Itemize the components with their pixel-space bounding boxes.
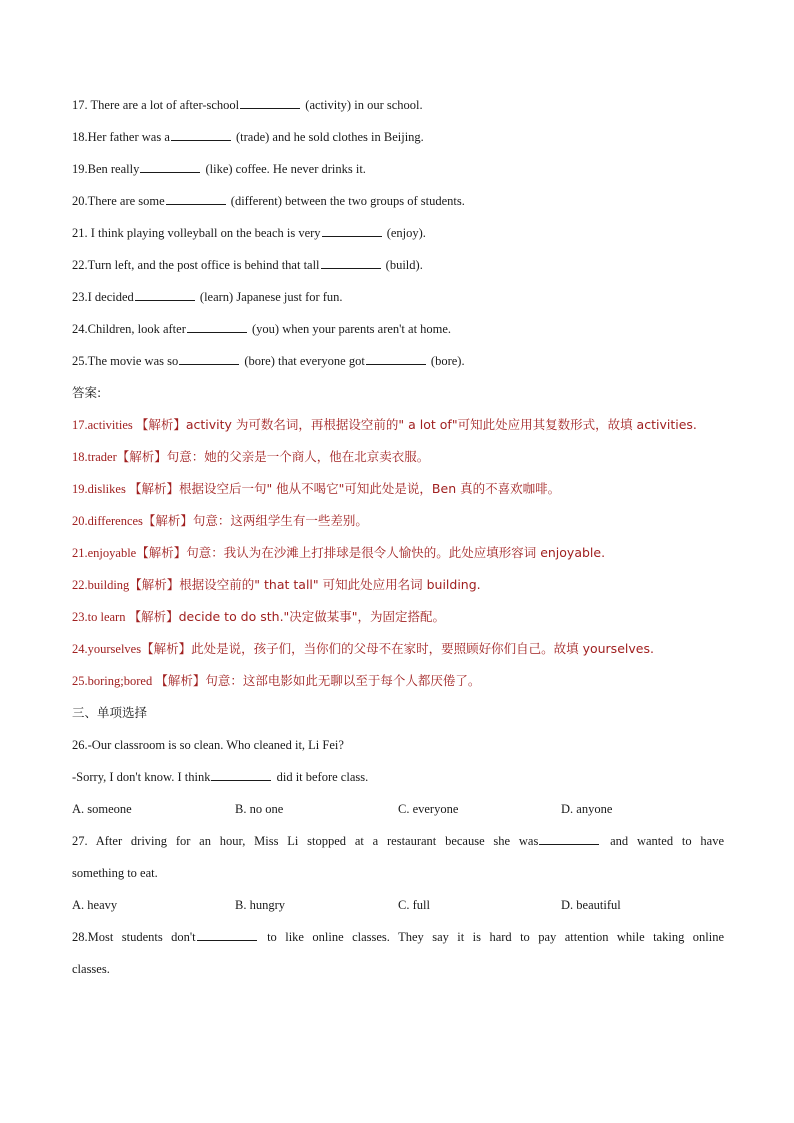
answer-key: 24.yourselves	[72, 642, 142, 656]
answer-blank[interactable]	[197, 928, 257, 941]
answer-blank[interactable]	[211, 768, 271, 781]
question-28-line2: classes.	[72, 962, 110, 976]
answer-blank[interactable]	[140, 160, 200, 173]
answer-line	[72, 640, 724, 672]
answer-blank[interactable]	[322, 224, 382, 237]
answer-explanation: 【解析】decide to do sth."决定做某事"，为固定搭配。	[128, 609, 446, 624]
question-25: 25.The movie was so (bore) that everyone got (bore).	[72, 354, 465, 368]
answer-key: 25.boring;bored	[72, 674, 156, 688]
answer-key: 22.building	[72, 578, 130, 592]
answer-line	[72, 512, 724, 544]
answer-explanation: 【解析】根据设空前的" that tall" 可知此处应用名词 building.	[129, 577, 481, 592]
answer-blank[interactable]	[366, 352, 426, 365]
question-line: 23.I decided (learn) Japanese just for fun.	[72, 290, 343, 304]
answer-explanation: 【解析】句意：这部电影如此无聊以至于每个人都厌倦了。	[155, 673, 481, 688]
answer-list	[72, 416, 724, 704]
answer-explanation: 【解析】句意：这两组学生有一些差别。	[142, 513, 368, 528]
question-26-line1: 26.-Our classroom is so clean. Who cleaned it, Li Fei?	[72, 738, 344, 752]
answer-key: 20.differences	[72, 514, 143, 528]
answer-blank[interactable]	[321, 256, 381, 269]
answer-explanation: 【解析】句意：她的父亲是一个商人，他在北京卖衣服。	[116, 449, 430, 464]
answer-line	[72, 416, 724, 434]
answer-line	[72, 544, 724, 576]
answer-blank[interactable]	[166, 192, 226, 205]
section-heading: 三、单项选择	[72, 705, 148, 720]
question-line: 20.There are some (different) between the two groups of students.	[72, 194, 465, 208]
option-b[interactable]: B. hungry	[235, 898, 285, 912]
question-27-line1: 27. After driving for an hour, Miss Li stopped at a restaurant because she was and wanted to have	[72, 834, 724, 848]
answer-line	[72, 576, 724, 608]
option-c[interactable]: C. everyone	[398, 802, 459, 816]
answer-line	[72, 672, 724, 704]
answer-key: 19.dislikes	[72, 482, 129, 496]
answer-blank[interactable]	[135, 288, 195, 301]
question-27-options	[72, 896, 724, 928]
question-line: 18.Her father was a (trade) and he sold clothes in Beijing.	[72, 130, 424, 144]
question-line: 17. There are a lot of after-school (activity) in our school.	[72, 98, 423, 112]
option-d[interactable]: D. beautiful	[561, 898, 621, 912]
answer-key: 17.activities	[72, 418, 136, 432]
question-28-line1: 28.Most students don't to like online classes. They say it is hard to pay attention while taking online	[72, 930, 724, 944]
question-line: 19.Ben really (like) coffee. He never drinks it.	[72, 162, 366, 176]
option-d[interactable]: D. anyone	[561, 802, 613, 816]
question-27-line2: something to eat.	[72, 866, 158, 880]
answer-blank[interactable]	[539, 832, 599, 845]
answer-key: 23.to learn	[72, 610, 129, 624]
answer-explanation: 【解析】句意：我认为在沙滩上打排球是很令人愉快的。此处应填形容词 enjoyable.	[136, 545, 606, 560]
question-26-options	[72, 800, 724, 832]
question-line: 22.Turn left, and the post office is behind that tall (build).	[72, 258, 423, 272]
answer-key: 18.trader	[72, 450, 117, 464]
answer-blank[interactable]	[171, 128, 231, 141]
option-a[interactable]: A. someone	[72, 802, 132, 816]
question-26-line2: -Sorry, I don't know. I think did it before class.	[72, 770, 369, 784]
answer-explanation: 【解析】根据设空后一句" 他从不喝它"可知此处是说，Ben 真的不喜欢咖啡。	[128, 481, 561, 496]
answers-label: 答案:	[72, 385, 102, 400]
question-line: 21. I think playing volleyball on the beach is very (enjoy).	[72, 226, 426, 240]
worksheet-page	[72, 96, 724, 992]
answer-line	[72, 608, 724, 640]
fill-in-questions	[72, 96, 724, 352]
option-a[interactable]: A. heavy	[72, 898, 118, 912]
option-c[interactable]: C. full	[398, 898, 430, 912]
answer-blank[interactable]	[240, 96, 300, 109]
answer-explanation: 【解析】此处是说，孩子们，当你们的父母不在家时，要照顾好你们自己。故填 yourselves.	[141, 641, 654, 656]
answer-explanation: 【解析】activity 为可数名词，再根据设空前的" a lot of"可知此处应用其复数形式，故填 activities.	[135, 417, 697, 432]
answer-line	[72, 448, 724, 480]
answer-blank[interactable]	[187, 320, 247, 333]
question-line: 24.Children, look after (you) when your parents aren't at home.	[72, 322, 452, 336]
answer-line	[72, 480, 724, 512]
answer-key: 21.enjoyable	[72, 546, 137, 560]
answer-blank[interactable]	[179, 352, 239, 365]
option-b[interactable]: B. no one	[235, 802, 284, 816]
